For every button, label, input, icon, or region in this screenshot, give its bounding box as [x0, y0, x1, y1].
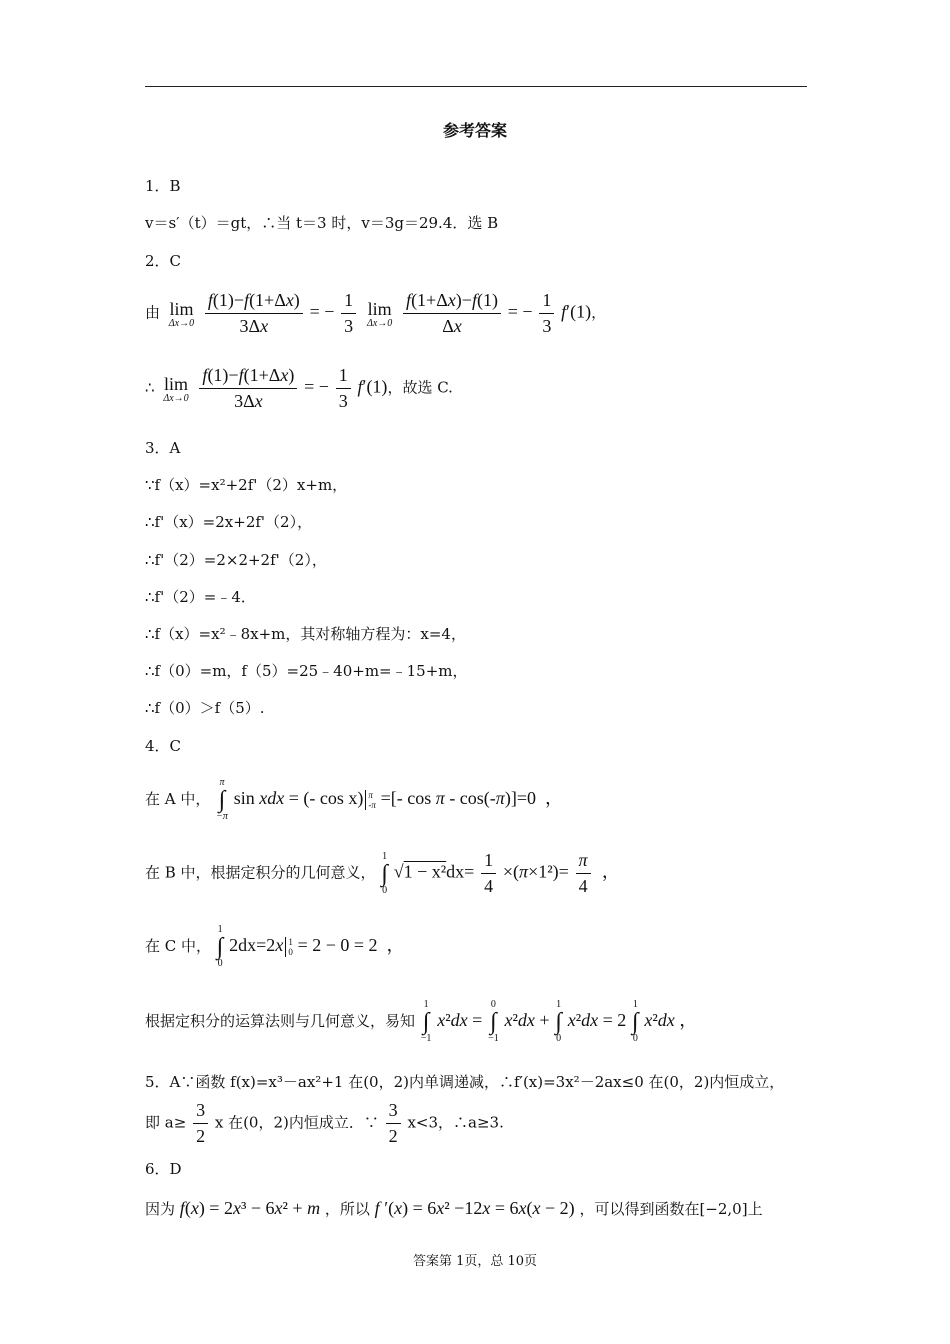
therefore-symbol: ∴	[145, 378, 155, 397]
q2-derivation: 由 lim Δx→0 $\frac{f(1)-f(1+\Delta x)}{3\Delta x}$ = − $\frac{1}{3}$ lim Δx→0 $\frac{f(1+\Delta x)-f(1)}{\Delta x}$ = − $\frac{1}{3}$ f′(1)，	[145, 290, 607, 336]
q6-prefix: 因为	[145, 1200, 176, 1218]
q1-explanation: v＝s′（t）＝gt，∴当 t＝3 时，v＝3g＝29.4．选 B	[145, 214, 499, 232]
case-a-label: 在 A 中，	[145, 790, 211, 808]
integral-sign: 1 ∫ 0	[555, 999, 562, 1044]
q5-line1: 5．A∵函数 f(x)=x³－ax²+1 在(0，2)内单调递减，∴f′(x)=3x²－2ax≤0 在(0，2)内恒成立，	[145, 1073, 785, 1091]
integral-sign: 0 ∫ −1	[488, 999, 499, 1044]
q5-line2	[145, 1100, 504, 1147]
q5-text-a: 即 a≥	[145, 1113, 187, 1132]
q4-case-b: 在 B 中，根据定积分的几何意义， 1 ∫ 0 √1 − x²dx= $\frac{1}{4}$ ×(π×1²)= $\frac{\pi}{4}$ ，	[145, 850, 620, 896]
q4-case-c: 在 C 中， 1 ∫ 0 2dx=2x 1 0 = 2 − 0 = 2 ，	[145, 924, 405, 969]
q2-conclusion-suffix: ，故选 C.	[387, 378, 453, 397]
q2-suffix: ，	[591, 303, 607, 322]
q3-head: 3．A	[145, 439, 181, 457]
q6-suffix: ，可以得到函数在[−2,0]上	[579, 1200, 763, 1218]
integral-sign: 1 ∫ 0	[381, 850, 388, 896]
fraction: $\frac{\pi}{4}$	[576, 850, 591, 897]
q2-head: 2．C	[145, 252, 182, 270]
q4-case-a: 在 A 中， π ∫ −π sin xdx = (- cos x) π -π =[- cos π - cos(-π)]=0 ，	[145, 777, 563, 822]
q6-mid: ，所以	[324, 1200, 370, 1218]
fraction: $\frac{1}{4}$	[481, 850, 496, 897]
q3-line: ∵f（x）=x²+2f'（2）x+m，	[145, 476, 348, 494]
integral-sign: 1 ∫ 0	[632, 999, 639, 1044]
q5-text-c: x<3，∴a≥3.	[407, 1113, 504, 1132]
limit-expr: lim Δx→0	[163, 373, 189, 404]
q3-line: ∴f'（x）=2x+2f'（2），	[145, 513, 313, 531]
fraction: $\frac{3}{2}$	[386, 1100, 401, 1147]
page-title: 参考答案	[442, 121, 507, 140]
fraction: $\frac{3}{2}$	[193, 1100, 208, 1147]
q4-head: 4．C	[145, 737, 182, 755]
integral-sign: 1 ∫ −1	[420, 999, 432, 1044]
integral-sign: 1 ∫ 0	[216, 924, 224, 969]
q5-text-b: x 在(0，2)内恒成立．∵	[214, 1113, 379, 1132]
fraction: $\frac{f(1+\Delta x)-f(1)}{\Delta x}$	[403, 290, 501, 337]
q2-prefix: 由	[145, 303, 161, 322]
q3-line: ∴f（0）=m，f（5）=25﹣40+m=﹣15+m，	[145, 662, 468, 680]
fraction: $\frac{1}{3}$	[336, 365, 351, 412]
case-d-label: 根据定积分的运算法则与几何意义，易知	[145, 1012, 416, 1030]
fraction: $\frac{1}{3}$	[539, 290, 554, 337]
q3-line: ∴f'（2）=2×2+2f'（2），	[145, 551, 327, 569]
q1-head: 1．B	[145, 177, 181, 195]
q2-conclusion: ∴ lim Δx→0 $\frac{f(1)-f(1+\Delta x)}{3\Delta x}$ = − $\frac{1}{3}$ f′(1)，故选 C.	[145, 365, 453, 411]
q3-line: ∴f（0）＞f（5）.	[145, 699, 265, 717]
q4-case-d: 根据定积分的运算法则与几何意义，易知 1 ∫ −1 x²dx = 0 ∫ −1 x²dx + 1 ∫ 0 x²dx = 2 1 ∫ 0 x²dx ，	[145, 999, 698, 1044]
page-footer: 答案第 1页，总 10页	[412, 1254, 538, 1269]
fraction: $\frac{1}{3}$	[341, 290, 356, 337]
header-rule	[145, 86, 807, 87]
q6-head: 6．D	[145, 1160, 182, 1178]
fraction: $\frac{f(1)-f(1+\Delta x)}{3\Delta x}$	[205, 290, 303, 337]
q3-line: ∴f（x）=x²﹣8x+m，其对称轴方程为：x=4，	[145, 625, 466, 643]
q3-line: ∴f'（2）=﹣4．	[145, 588, 256, 606]
integral-sign: π ∫ −π	[216, 777, 228, 822]
limit-expr: lim Δx→0	[168, 298, 195, 329]
q6-line: 因为 f(x) = 2x³ − 6x² + m ，所以 f ′(x) = 6x² −12x = 6x(x − 2) ，可以得到函数在[−2,0]上	[145, 1198, 763, 1218]
fraction: $\frac{f(1)-f(1+\Delta x)}{3\Delta x}$	[199, 365, 297, 412]
case-b-label: 在 B 中，根据定积分的几何意义，	[145, 863, 376, 882]
limit-expr: lim Δx→0	[366, 298, 393, 329]
case-c-label: 在 C 中，	[145, 937, 212, 955]
